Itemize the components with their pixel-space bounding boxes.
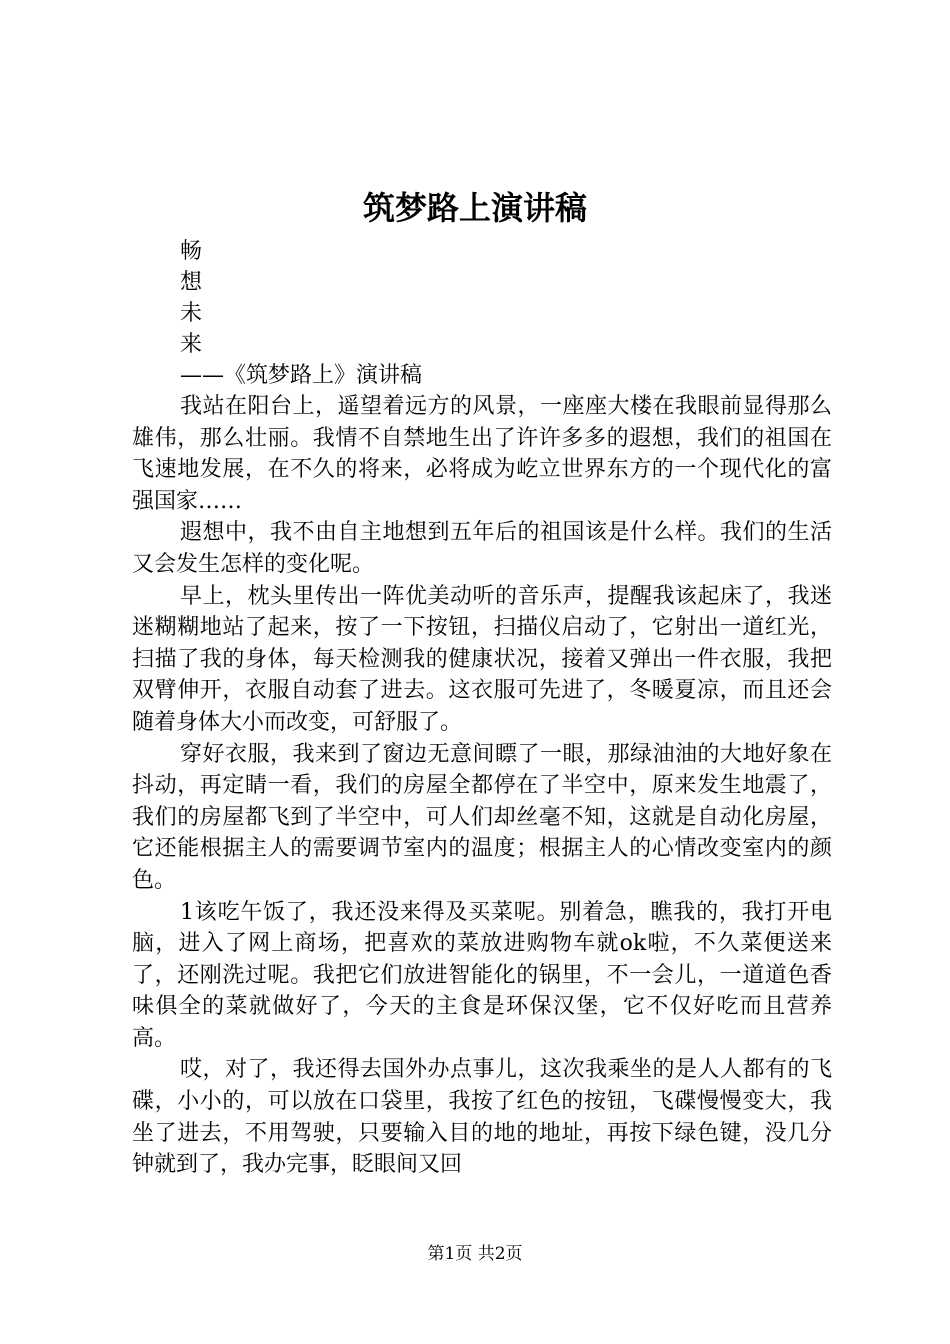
- paragraph: 哎，对了，我还得去国外办点事儿，这次我乘坐的是人人都有的飞碟，小小的，可以放在口袋里，我按了红色的按钮，飞碟慢慢变大，我坐了进去，不用驾驶，只要输入目的地的地址，再按下绿色键，没几分钟就到了，我办完事，眨眼间又回: [132, 1057, 832, 1178]
- paragraph: 早上，枕头里传出一阵优美动听的音乐声，提醒我该起床了，我迷迷糊糊地站了起来，按了一下按钮，扫描仪启动了，它射出一道红光，扫描了我的身体，每天检测我的健康状况，接着又弹出一件衣服，我把双臂伸开，衣服自动套了进去。这衣服可先进了，冬暖夏凉，而且还会随着身体大小而改变，可舒服了。: [132, 583, 832, 735]
- document-subtitle: ——《筑梦路上》演讲稿: [180, 363, 423, 388]
- vertical-heading: [180, 236, 220, 360]
- paragraph: 我站在阳台上，遥望着远方的风景，一座座大楼在我眼前显得那么雄伟，那么壮丽。我情不自禁地生出了许许多多的遐想，我们的祖国在飞速地发展，在不久的将来，必将成为屹立世界东方的一个现代化的富强国家……: [132, 394, 832, 514]
- vertical-heading-char: 来: [180, 332, 203, 357]
- vertical-heading-char: 畅: [180, 239, 203, 264]
- vertical-heading-char: 未: [180, 301, 203, 326]
- document-body: [132, 391, 832, 1181]
- paragraph: 遐想中，我不由自主地想到五年后的祖国该是什么样。我们的生活又会发生怎样的变化呢。: [132, 520, 832, 577]
- vertical-heading-char: 想: [180, 270, 203, 295]
- paragraph: 穿好衣服，我来到了窗边无意间瞟了一眼，那绿油油的大地好象在抖动，再定睛一看，我们的房屋全都停在了半空中，原来发生地震了，我们的房屋都飞到了半空中，可人们却丝毫不知，这就是自动化房屋，它还能根据主人的需要调节室内的温度；根据主人的心情改变室内的颜色。: [132, 741, 832, 893]
- paragraph: 1该吃午饭了，我还没来得及买菜呢。别着急，瞧我的，我打开电脑，进入了网上商场，把喜欢的菜放进购物车就ok啦，不久菜便送来了，还刚洗过呢。我把它们放进智能化的锅里，不一会儿，一道道色香味俱全的菜就做好了，今天的主食是环保汉堡，它不仅好吃而且营养高。: [132, 899, 832, 1051]
- page-footer: 第1页 共2页: [427, 1244, 523, 1264]
- document-title: 筑梦路上演讲稿: [362, 189, 587, 227]
